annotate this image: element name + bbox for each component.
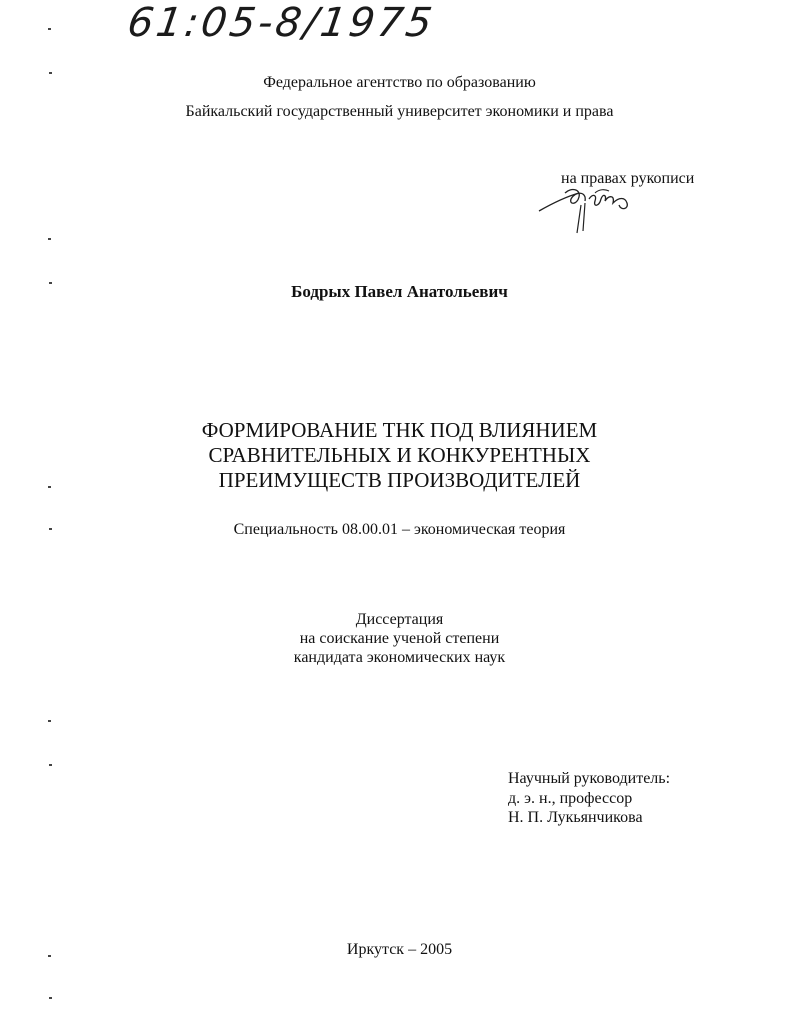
specialty: Специальность 08.00.01 – экономическая теория bbox=[233, 521, 566, 538]
supervisor-line: Научный руководитель: bbox=[508, 770, 671, 787]
title-line: ПРЕИМУЩЕСТВ ПРОИЗВОДИТЕЛЕЙ bbox=[218, 468, 581, 492]
supervisor-line: д. э. н., профессор bbox=[508, 789, 633, 807]
dissertation-line: на соискание ученой степени bbox=[299, 630, 500, 647]
dissertation-title bbox=[0, 418, 799, 493]
scan-speck bbox=[49, 997, 52, 999]
agency-name: Федеральное агентство по образованию bbox=[263, 74, 536, 91]
supervisor-line: Н. П. Лукьянчикова bbox=[508, 809, 643, 826]
scan-speck bbox=[48, 720, 51, 722]
scan-speck bbox=[48, 486, 51, 488]
scan-speck bbox=[48, 28, 51, 30]
scan-speck bbox=[48, 955, 51, 957]
dissertation-line: Диссертация bbox=[355, 611, 444, 628]
signature bbox=[535, 183, 645, 238]
supervisor-block bbox=[508, 769, 670, 828]
author-name: Бодрых Павел Анатольевич bbox=[291, 282, 508, 301]
manuscript-note: на правах рукописи bbox=[561, 170, 695, 187]
handwritten-archive-code: 61:05-8/1975 bbox=[124, 0, 438, 46]
scan-speck bbox=[49, 282, 52, 284]
scan-speck bbox=[49, 528, 52, 530]
dissertation-info bbox=[0, 610, 799, 667]
university-name: Байкальский государственный университет экономики и права bbox=[185, 103, 614, 120]
scan-speck bbox=[49, 72, 52, 74]
scan-speck bbox=[49, 764, 52, 766]
city-year: Иркутск – 2005 bbox=[346, 941, 453, 958]
title-line: СРАВНИТЕЛЬНЫХ И КОНКУРЕНТНЫХ bbox=[208, 443, 591, 467]
scan-speck bbox=[48, 238, 51, 240]
title-line: ФОРМИРОВАНИЕ ТНК ПОД ВЛИЯНИЕМ bbox=[201, 418, 598, 442]
dissertation-line: кандидата экономических наук bbox=[293, 649, 506, 666]
